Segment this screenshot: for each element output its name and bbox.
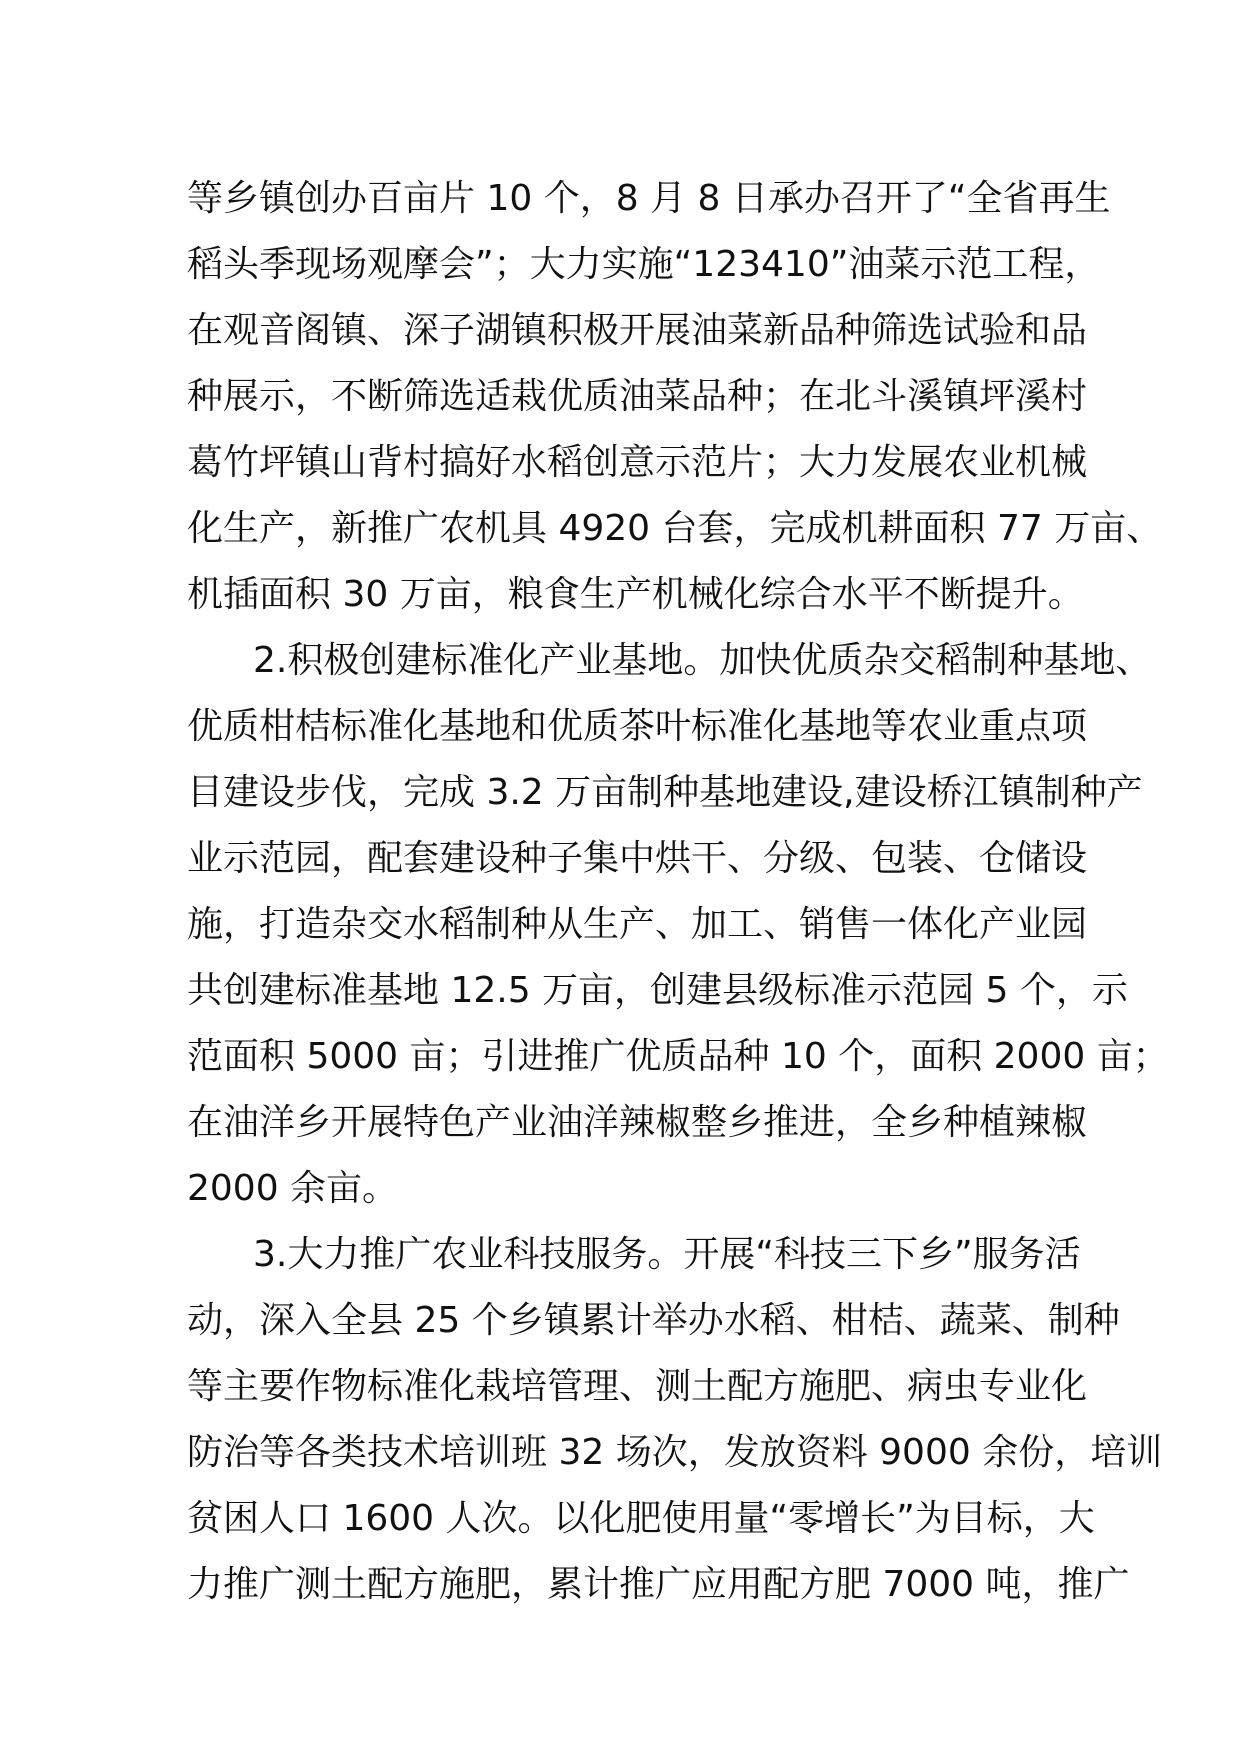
text-line: 葛竹坪镇山背村搞好水稻创意示范片；大力发展农业机械 [187,442,1088,483]
text-line: 在观音阁镇、深子湖镇积极开展油菜新品种筛选试验和品 [187,310,1088,351]
section-heading-line: 2.积极创建标准化产业基地。加快优质杂交稻制种基地、 [253,640,1152,681]
text-line: 稻头季现场观摩会”；大力实施“123410”油菜示范工程， [187,244,1101,285]
text-line: 目建设步伐，完成 3.2 万亩制种基地建设,建设桥江镇制种产 [187,772,1143,813]
text-line: 等乡镇创办百亩片 10 个，8 月 8 日承办召开了“全省再生 [187,178,1111,219]
text-line: 机插面积 30 万亩，粮食生产机械化综合水平不断提升。 [187,574,1084,615]
text-line: 范面积 5000 亩；引进推广优质品种 10 个，面积 2000 亩； [187,1036,1169,1077]
section-heading-line: 3.大力推广农业科技服务。开展“科技三下乡”服务活 [253,1234,1081,1275]
text-line: 化生产，新推广农机具 4920 台套，完成机耕面积 77 万亩、 [187,508,1163,549]
text-line: 动，深入全县 25 个乡镇累计举办水稻、柑桔、蔬菜、制种 [187,1300,1120,1341]
text-line: 共创建标准基地 12.5 万亩，创建县级标准示范园 5 个，示 [187,970,1128,1011]
text-line: 等主要作物标准化栽培管理、测土配方施肥、病虫专业化 [187,1366,1088,1407]
text-line: 2000 余亩。 [187,1168,399,1209]
text-line: 优质柑桔标准化基地和优质茶叶标准化基地等农业重点项 [187,706,1088,747]
text-line: 种展示，不断筛选适栽优质油菜品种；在北斗溪镇坪溪村 [187,376,1088,417]
text-line: 防治等各类技术培训班 32 场次，发放资料 9000 余份，培训 [187,1432,1163,1473]
document-body [187,166,1169,1618]
text-line: 力推广测土配方施肥，累计推广应用配方肥 7000 吨，推广 [187,1564,1130,1605]
text-line: 在油洋乡开展特色产业油洋辣椒整乡推进，全乡种植辣椒 [187,1102,1088,1143]
text-line: 施，打造杂交水稻制种从生产、加工、销售一体化产业园 [187,904,1088,945]
text-line: 业示范园，配套建设种子集中烘干、分级、包装、仓储设 [187,838,1088,879]
text-line: 贫困人口 1600 人次。以化肥使用量“零增长”为目标，大 [187,1498,1095,1539]
